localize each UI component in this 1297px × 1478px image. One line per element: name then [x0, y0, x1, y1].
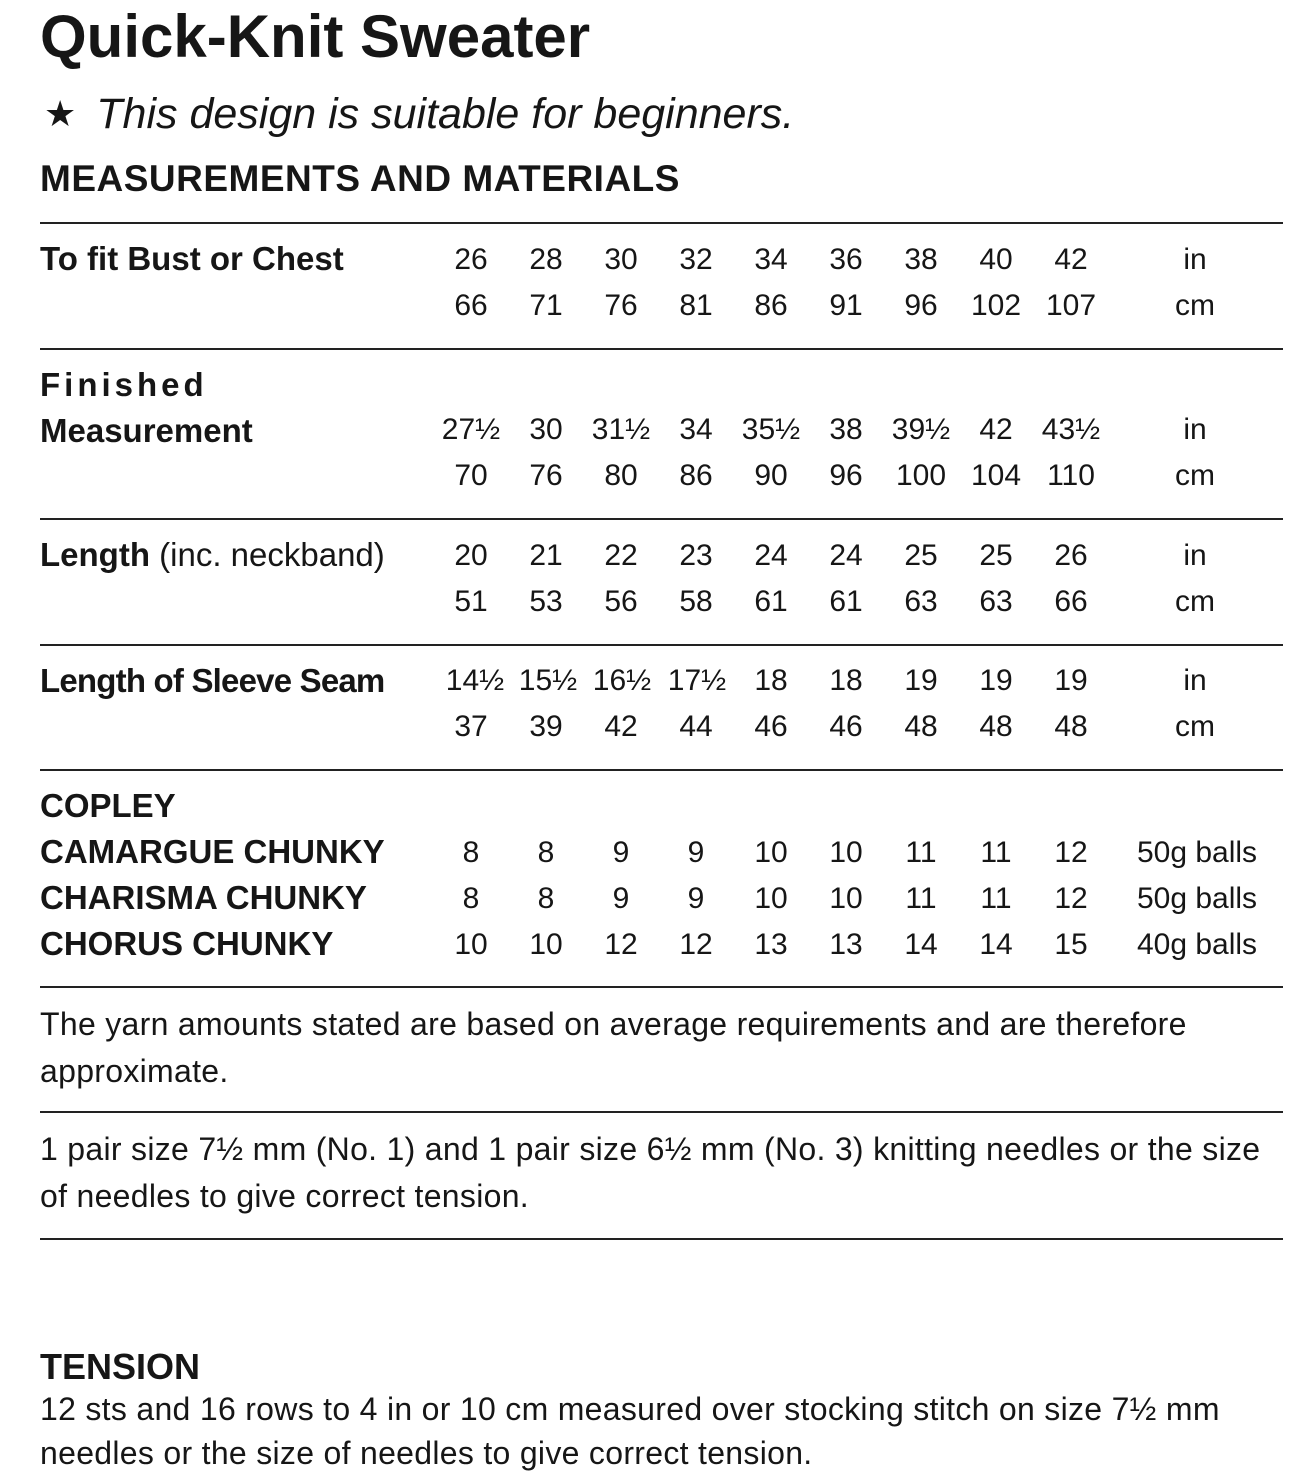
finished-cm-row [0, 456, 1297, 496]
bust-cm-7: 96 [904, 289, 938, 322]
sleeve-in-9: 19 [1054, 664, 1088, 697]
finished-in-1: 27½ [441, 413, 501, 446]
length-in-9: 26 [1054, 539, 1088, 572]
yarn-note: The yarn amounts stated are based on average requirements and are therefore approximate. [40, 1006, 1187, 1089]
tension-text: 12 sts and 16 rows to 4 in or 10 cm measured over stocking stitch on size 7½ mm needles or the size of needles to give correct tension. [40, 1391, 1220, 1471]
length-in-4: 23 [679, 539, 713, 572]
bust-cm-5: 86 [754, 289, 788, 322]
finished-in-5: 35½ [741, 413, 801, 446]
yarn-name-1: CAMARGUE CHUNKY [40, 833, 385, 870]
star-icon: ★ [44, 93, 77, 134]
yarn2-qty-7: 11 [905, 882, 937, 915]
yarn2-qty-1: 8 [462, 882, 480, 915]
yarn3-qty-3: 12 [604, 928, 638, 961]
bust-in-6: 36 [829, 243, 863, 276]
section-heading: MEASUREMENTS AND MATERIALS [40, 158, 680, 199]
yarn2-qty-4: 9 [687, 882, 705, 915]
yarn3-qty-2: 10 [529, 928, 563, 961]
length-cm-5: 61 [754, 585, 788, 618]
sleeve-in-1: 14½ [445, 664, 505, 697]
length-in-8: 25 [979, 539, 1013, 572]
length-cm-6: 61 [829, 585, 863, 618]
yarn3-qty-1: 10 [454, 928, 488, 961]
bust-in-7: 38 [904, 243, 938, 276]
sleeve-cm-5: 46 [754, 710, 788, 743]
length-unit-in: in [1183, 539, 1207, 572]
yarn-row-3 [0, 925, 1297, 965]
bust-in-8: 40 [979, 243, 1013, 276]
yarn1-qty-1: 8 [462, 836, 480, 869]
finished-in-2: 30 [529, 413, 563, 446]
bust-unit-in: in [1183, 243, 1207, 276]
finished-in-3: 31½ [591, 413, 651, 446]
finished-unit-in: in [1183, 413, 1207, 446]
length-in-3: 22 [604, 539, 638, 572]
yarn1-qty-3: 9 [612, 836, 630, 869]
yarn2-qty-8: 11 [980, 882, 1012, 915]
finished-cm-8: 104 [970, 459, 1022, 492]
divider [40, 644, 1283, 646]
length-cm-2: 53 [529, 585, 563, 618]
length-cm-9: 66 [1054, 585, 1088, 618]
length-cm-8: 63 [979, 585, 1013, 618]
finished-cm-4: 86 [679, 459, 713, 492]
yarn3-qty-5: 13 [754, 928, 788, 961]
yarn-name-2: CHARISMA CHUNKY [40, 879, 367, 916]
finished-cm-3: 80 [604, 459, 638, 492]
bust-in-3: 30 [604, 243, 638, 276]
finished-cm-9: 110 [1047, 459, 1095, 492]
sleeve-in-row [0, 661, 1297, 701]
finished-cm-6: 96 [829, 459, 863, 492]
sleeve-cm-8: 48 [979, 710, 1013, 743]
bust-cm-4: 81 [679, 289, 713, 322]
finished-in-row [0, 410, 1297, 450]
length-unit-cm: cm [1175, 585, 1215, 618]
yarn3-qty-4: 12 [679, 928, 713, 961]
yarn1-qty-2: 8 [537, 836, 555, 869]
divider [40, 1111, 1283, 1113]
bust-unit-cm: cm [1175, 289, 1215, 322]
sleeve-unit-cm: cm [1175, 710, 1215, 743]
yarn2-qty-2: 8 [537, 882, 555, 915]
bust-in-4: 32 [679, 243, 713, 276]
sleeve-in-2: 15½ [518, 664, 578, 697]
divider [40, 348, 1283, 350]
divider [40, 222, 1283, 224]
sleeve-cm-4: 44 [679, 710, 713, 743]
divider [40, 518, 1283, 520]
bust-cm-9: 107 [1045, 289, 1097, 322]
bust-in-1: 26 [454, 243, 488, 276]
finished-cm-1: 70 [454, 459, 488, 492]
subtitle [44, 90, 794, 139]
sleeve-label: Length of Sleeve Seam [40, 662, 385, 699]
yarn1-unit: 50g balls [1136, 836, 1258, 869]
divider [40, 1238, 1283, 1240]
bust-in-9: 42 [1054, 243, 1088, 276]
page-title: Quick-Knit Sweater [40, 3, 591, 70]
divider [40, 769, 1283, 771]
yarn2-qty-9: 12 [1054, 882, 1088, 915]
length-in-1: 20 [454, 539, 488, 572]
sleeve-unit-in: in [1183, 664, 1207, 697]
bust-cm-8: 102 [970, 289, 1022, 322]
finished-cm-2: 76 [529, 459, 563, 492]
subtitle-text: This design is suitable for beginners. [96, 90, 795, 138]
sleeve-cm-7: 48 [904, 710, 938, 743]
yarn3-qty-9: 15 [1054, 928, 1088, 961]
yarn3-unit: 40g balls [1136, 928, 1258, 961]
finished-cm-5: 90 [754, 459, 788, 492]
length-in-6: 24 [829, 539, 863, 572]
yarn-row-1 [0, 833, 1297, 873]
bust-in-2: 28 [529, 243, 563, 276]
length-in-row [0, 536, 1297, 576]
bust-label: To fit Bust or Chest [40, 240, 344, 277]
bust-cm-2: 71 [529, 289, 563, 322]
sleeve-in-8: 19 [979, 664, 1013, 697]
yarn2-qty-3: 9 [612, 882, 630, 915]
yarn-row-2 [0, 879, 1297, 919]
sleeve-cm-3: 42 [604, 710, 638, 743]
sleeve-in-4: 17½ [667, 664, 727, 697]
finished-label-line1: Finished [40, 366, 208, 403]
finished-unit-cm: cm [1175, 459, 1215, 492]
bust-cm-3: 76 [604, 289, 638, 322]
sleeve-cm-9: 48 [1054, 710, 1088, 743]
length-label-bold: Length [40, 536, 150, 573]
sleeve-in-3: 16½ [592, 664, 652, 697]
length-cm-7: 63 [904, 585, 938, 618]
finished-in-9: 43½ [1041, 413, 1101, 446]
sleeve-in-6: 18 [829, 664, 863, 697]
bust-cm-1: 66 [454, 289, 488, 322]
bust-cm-6: 91 [829, 289, 863, 322]
yarn1-qty-8: 11 [980, 836, 1012, 869]
divider [40, 986, 1283, 988]
yarn3-qty-6: 13 [829, 928, 863, 961]
finished-in-4: 34 [679, 413, 713, 446]
length-in-5: 24 [754, 539, 788, 572]
yarn3-qty-7: 14 [904, 928, 938, 961]
yarn1-qty-5: 10 [754, 836, 788, 869]
yarn-name-3: CHORUS CHUNKY [40, 925, 334, 962]
yarn-brand: COPLEY [40, 787, 176, 824]
yarn2-unit: 50g balls [1136, 882, 1258, 915]
length-cm-4: 58 [679, 585, 713, 618]
sleeve-in-7: 19 [904, 664, 938, 697]
sleeve-cm-2: 39 [529, 710, 563, 743]
yarn1-qty-6: 10 [829, 836, 863, 869]
yarn1-qty-7: 11 [905, 836, 937, 869]
yarn2-qty-6: 10 [829, 882, 863, 915]
bust-cm-row [0, 286, 1297, 326]
length-in-2: 21 [529, 539, 563, 572]
needles-note: 1 pair size 7½ mm (No. 1) and 1 pair size 6½ mm (No. 3) knitting needles or the size of needles to give correct tension. [40, 1131, 1261, 1214]
sleeve-in-5: 18 [754, 664, 788, 697]
sleeve-cm-6: 46 [829, 710, 863, 743]
finished-label-line2: Measurement [40, 412, 253, 449]
tension-heading: TENSION [40, 1346, 201, 1387]
yarn3-qty-8: 14 [979, 928, 1013, 961]
bust-in-row [0, 240, 1297, 280]
finished-cm-7: 100 [895, 459, 947, 492]
finished-in-8: 42 [979, 413, 1013, 446]
length-label-note: (inc. neckband) [159, 536, 385, 573]
yarn1-qty-9: 12 [1054, 836, 1088, 869]
yarn1-qty-4: 9 [687, 836, 705, 869]
finished-in-7: 39½ [891, 413, 951, 446]
yarn2-qty-5: 10 [754, 882, 788, 915]
sleeve-cm-1: 37 [454, 710, 488, 743]
finished-in-6: 38 [829, 413, 863, 446]
sleeve-cm-row [0, 707, 1297, 747]
length-in-7: 25 [904, 539, 938, 572]
bust-in-5: 34 [754, 243, 788, 276]
length-cm-row [0, 582, 1297, 622]
length-cm-1: 51 [454, 585, 488, 618]
length-cm-3: 56 [604, 585, 638, 618]
